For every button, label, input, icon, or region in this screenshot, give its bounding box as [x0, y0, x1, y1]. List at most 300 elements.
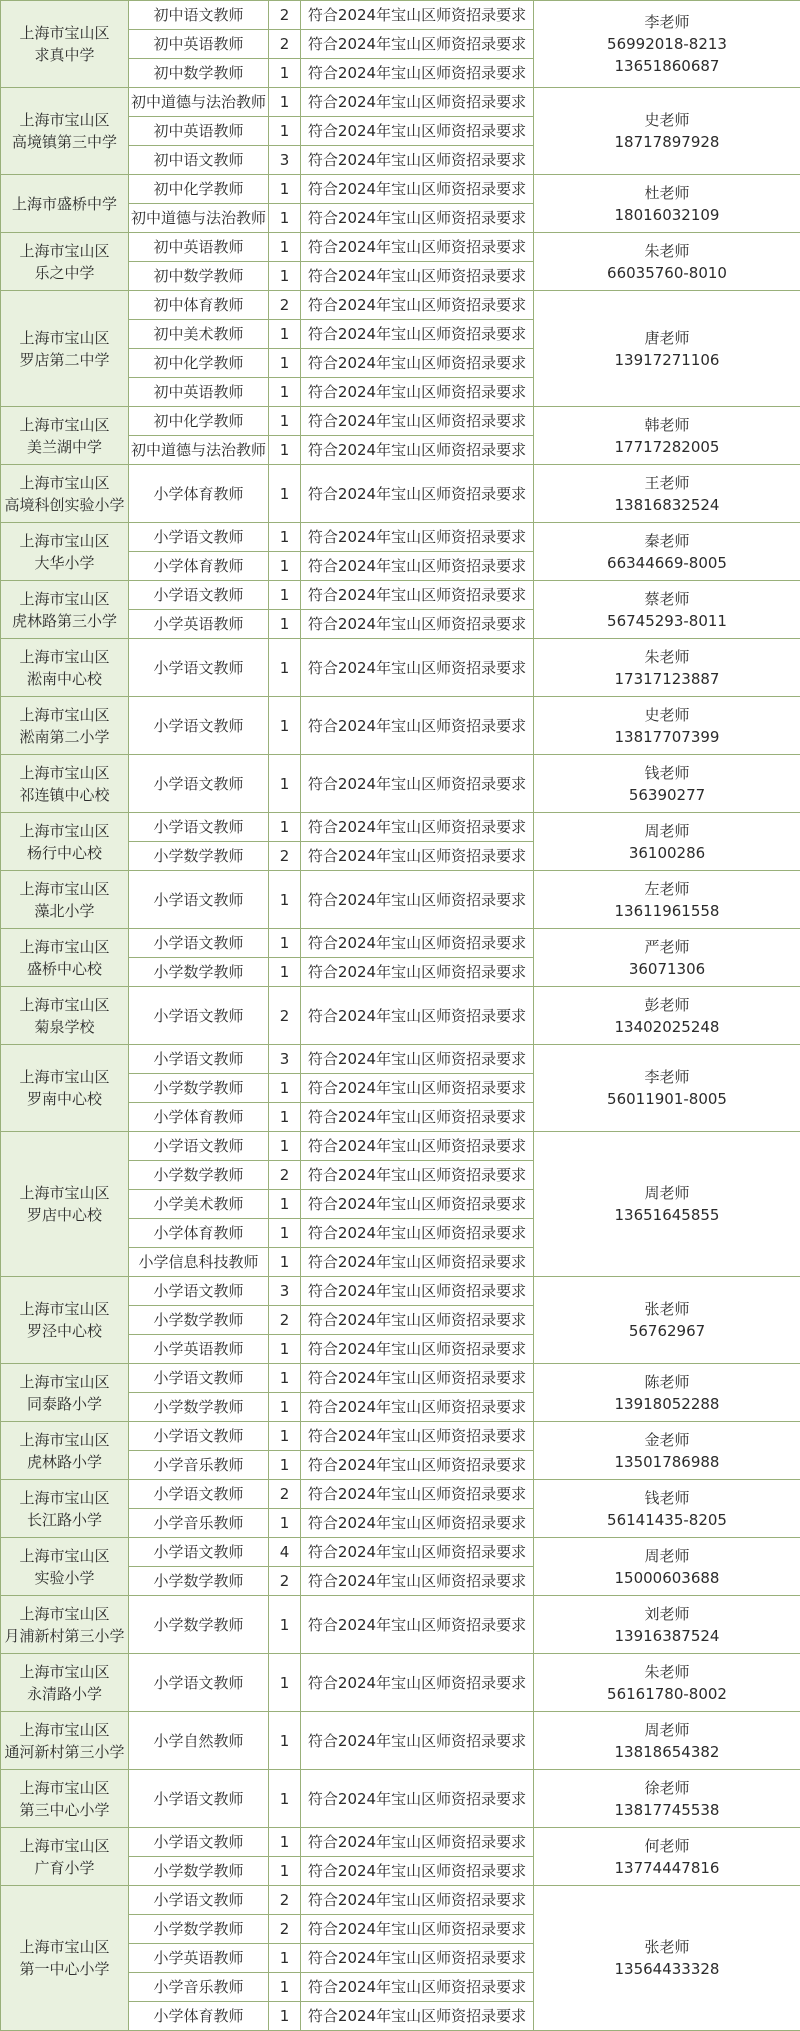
- position-count: 1: [269, 2002, 301, 2031]
- position-requirement: 符合2024年宝山区师资招录要求: [301, 552, 534, 581]
- school-name-line: 第一中心小学: [1, 1958, 128, 1980]
- contact-name: 严老师: [534, 936, 800, 958]
- school-name-line: 月浦新村第三小学: [1, 1625, 128, 1647]
- school-name-line: 上海市宝山区: [1, 327, 128, 349]
- school-name-cell: [1, 697, 129, 755]
- contact-name: 王老师: [534, 472, 800, 494]
- position-requirement: 符合2024年宝山区师资招录要求: [301, 929, 534, 958]
- table-row: [1, 1712, 800, 1770]
- position-subject: 小学语文教师: [129, 697, 269, 755]
- school-name-cell: [1, 755, 129, 813]
- position-subject: 小学体育教师: [129, 552, 269, 581]
- position-count: 1: [269, 117, 301, 146]
- table-row: [1, 1422, 800, 1451]
- school-name-cell: [1, 929, 129, 987]
- school-name-cell: [1, 233, 129, 291]
- table-row: [1, 175, 800, 204]
- school-name-line: 上海市宝山区: [1, 1371, 128, 1393]
- contact-phone: 13564433328: [534, 1958, 800, 1980]
- school-name-line: 虎林路第三小学: [1, 610, 128, 632]
- position-count: 1: [269, 436, 301, 465]
- school-name-line: 上海市宝山区: [1, 1661, 128, 1683]
- position-subject: 小学数学教师: [129, 1306, 269, 1335]
- school-name-cell: [1, 175, 129, 233]
- position-count: 1: [269, 1712, 301, 1770]
- school-name-cell: [1, 407, 129, 465]
- recruitment-table-body: [1, 1, 800, 2031]
- position-requirement: 符合2024年宝山区师资招录要求: [301, 1973, 534, 2002]
- school-name-line: 广育小学: [1, 1857, 128, 1879]
- position-count: 2: [269, 987, 301, 1045]
- contact-cell: [534, 755, 800, 813]
- position-requirement: 符合2024年宝山区师资招录要求: [301, 639, 534, 697]
- position-count: 1: [269, 59, 301, 88]
- contact-name: 蔡老师: [534, 588, 800, 610]
- contact-name: 杜老师: [534, 182, 800, 204]
- contact-phone: 13818654382: [534, 1741, 800, 1763]
- contact-phone: 17717282005: [534, 436, 800, 458]
- school-name-line: 上海市宝山区: [1, 109, 128, 131]
- position-count: 1: [269, 1190, 301, 1219]
- position-count: 2: [269, 1567, 301, 1596]
- contact-name: 左老师: [534, 878, 800, 900]
- position-requirement: 符合2024年宝山区师资招录要求: [301, 1364, 534, 1393]
- school-name-line: 上海市宝山区: [1, 646, 128, 668]
- position-count: 1: [269, 639, 301, 697]
- school-name-cell: [1, 1, 129, 88]
- school-name-line: 杨行中心校: [1, 842, 128, 864]
- position-count: 3: [269, 1277, 301, 1306]
- contact-phone: 13916387524: [534, 1625, 800, 1647]
- contact-name: 李老师: [534, 1066, 800, 1088]
- position-count: 1: [269, 1393, 301, 1422]
- table-row: [1, 1654, 800, 1712]
- position-subject: 小学语文教师: [129, 1886, 269, 1915]
- table-row: [1, 465, 800, 523]
- position-requirement: 符合2024年宝山区师资招录要求: [301, 842, 534, 871]
- position-requirement: 符合2024年宝山区师资招录要求: [301, 88, 534, 117]
- contact-phone: 13402025248: [534, 1016, 800, 1038]
- position-count: 1: [269, 1132, 301, 1161]
- position-count: 1: [269, 552, 301, 581]
- position-subject: 小学语文教师: [129, 1132, 269, 1161]
- contact-phone: 13774447816: [534, 1857, 800, 1879]
- position-requirement: 符合2024年宝山区师资招录要求: [301, 320, 534, 349]
- position-subject: 小学体育教师: [129, 465, 269, 523]
- contact-cell: [534, 1364, 800, 1422]
- position-subject: 小学数学教师: [129, 1567, 269, 1596]
- school-name-line: 上海市宝山区: [1, 1298, 128, 1320]
- contact-name: 彭老师: [534, 994, 800, 1016]
- table-row: [1, 233, 800, 262]
- position-count: 1: [269, 1828, 301, 1857]
- position-subject: 初中美术教师: [129, 320, 269, 349]
- position-subject: 小学语文教师: [129, 929, 269, 958]
- school-name-line: 上海市宝山区: [1, 704, 128, 726]
- contact-name: 秦老师: [534, 530, 800, 552]
- contact-cell: [534, 233, 800, 291]
- position-count: 1: [269, 1422, 301, 1451]
- school-name-cell: [1, 871, 129, 929]
- school-name-line: 上海市宝山区: [1, 878, 128, 900]
- school-name-cell: [1, 1045, 129, 1132]
- school-name-line: 上海市宝山区: [1, 1182, 128, 1204]
- position-count: 2: [269, 1161, 301, 1190]
- table-row: [1, 581, 800, 610]
- position-count: 3: [269, 146, 301, 175]
- contact-cell: [534, 88, 800, 175]
- contact-cell: [534, 1480, 800, 1538]
- contact-name: 朱老师: [534, 1661, 800, 1683]
- position-requirement: 符合2024年宝山区师资招录要求: [301, 1248, 534, 1277]
- position-requirement: 符合2024年宝山区师资招录要求: [301, 697, 534, 755]
- position-count: 1: [269, 581, 301, 610]
- school-name-cell: [1, 88, 129, 175]
- position-subject: 初中英语教师: [129, 30, 269, 59]
- school-name-line: 永清路小学: [1, 1683, 128, 1705]
- position-requirement: 符合2024年宝山区师资招录要求: [301, 1, 534, 30]
- contact-name: 张老师: [534, 1298, 800, 1320]
- table-row: [1, 987, 800, 1045]
- contact-phone: 13918052288: [534, 1393, 800, 1415]
- contact-phone: 56390277: [534, 784, 800, 806]
- school-name-line: 高境镇第三中学: [1, 131, 128, 153]
- school-name-line: 上海市宝山区: [1, 762, 128, 784]
- position-subject: 小学数学教师: [129, 1915, 269, 1944]
- position-subject: 小学体育教师: [129, 1103, 269, 1132]
- position-count: 1: [269, 1973, 301, 2002]
- position-requirement: 符合2024年宝山区师资招录要求: [301, 117, 534, 146]
- contact-name: 周老师: [534, 1182, 800, 1204]
- school-name-line: 上海市宝山区: [1, 1603, 128, 1625]
- position-subject: 小学数学教师: [129, 1074, 269, 1103]
- contact-name: 韩老师: [534, 414, 800, 436]
- position-subject: 小学音乐教师: [129, 1509, 269, 1538]
- position-subject: 小学体育教师: [129, 2002, 269, 2031]
- table-row: [1, 871, 800, 929]
- contact-phone: 56161780-8002: [534, 1683, 800, 1705]
- contact-phone: 36100286: [534, 842, 800, 864]
- position-subject: 初中化学教师: [129, 175, 269, 204]
- contact-name: 钱老师: [534, 762, 800, 784]
- position-count: 1: [269, 465, 301, 523]
- position-count: 1: [269, 1654, 301, 1712]
- position-count: 1: [269, 233, 301, 262]
- school-name-line: 上海市宝山区: [1, 1487, 128, 1509]
- contact-name: 周老师: [534, 1719, 800, 1741]
- school-name-line: 祁连镇中心校: [1, 784, 128, 806]
- position-requirement: 符合2024年宝山区师资招录要求: [301, 871, 534, 929]
- contact-name: 周老师: [534, 820, 800, 842]
- table-row: [1, 1770, 800, 1828]
- position-requirement: 符合2024年宝山区师资招录要求: [301, 146, 534, 175]
- position-requirement: 符合2024年宝山区师资招录要求: [301, 1944, 534, 1973]
- school-name-cell: [1, 1828, 129, 1886]
- position-count: 1: [269, 1219, 301, 1248]
- position-requirement: 符合2024年宝山区师资招录要求: [301, 465, 534, 523]
- table-row: [1, 1596, 800, 1654]
- position-requirement: 符合2024年宝山区师资招录要求: [301, 958, 534, 987]
- position-subject: 小学体育教师: [129, 1219, 269, 1248]
- contact-cell: [534, 1828, 800, 1886]
- school-name-cell: [1, 523, 129, 581]
- school-name-cell: [1, 1712, 129, 1770]
- school-name-line: 通河新村第三小学: [1, 1741, 128, 1763]
- school-name-line: 上海市宝山区: [1, 1066, 128, 1088]
- position-count: 1: [269, 1770, 301, 1828]
- position-count: 1: [269, 610, 301, 639]
- table-row: [1, 88, 800, 117]
- position-count: 1: [269, 88, 301, 117]
- contact-cell: [534, 871, 800, 929]
- position-subject: 小学语文教师: [129, 1538, 269, 1567]
- contact-name: 金老师: [534, 1429, 800, 1451]
- position-requirement: 符合2024年宝山区师资招录要求: [301, 378, 534, 407]
- position-count: 1: [269, 929, 301, 958]
- school-name-line: 上海市宝山区: [1, 936, 128, 958]
- contact-cell: [534, 523, 800, 581]
- table-row: [1, 697, 800, 755]
- position-subject: 初中数学教师: [129, 262, 269, 291]
- contact-cell: [534, 581, 800, 639]
- position-requirement: 符合2024年宝山区师资招录要求: [301, 1306, 534, 1335]
- school-name-line: 上海市宝山区: [1, 1719, 128, 1741]
- contact-name: 唐老师: [534, 327, 800, 349]
- contact-name: 史老师: [534, 109, 800, 131]
- school-name-line: 上海市宝山区: [1, 1835, 128, 1857]
- position-subject: 小学数学教师: [129, 958, 269, 987]
- school-name-cell: [1, 465, 129, 523]
- position-requirement: 符合2024年宝山区师资招录要求: [301, 175, 534, 204]
- school-name-line: 美兰湖中学: [1, 436, 128, 458]
- contact-phone: 56141435-8205: [534, 1509, 800, 1531]
- position-requirement: 符合2024年宝山区师资招录要求: [301, 1828, 534, 1857]
- school-name-cell: [1, 1538, 129, 1596]
- position-subject: 小学自然教师: [129, 1712, 269, 1770]
- contact-phone: 13651645855: [534, 1204, 800, 1226]
- table-row: [1, 639, 800, 697]
- contact-cell: [534, 407, 800, 465]
- position-count: 1: [269, 1596, 301, 1654]
- position-count: 1: [269, 871, 301, 929]
- position-subject: 小学数学教师: [129, 1393, 269, 1422]
- position-subject: 初中道德与法治教师: [129, 436, 269, 465]
- contact-cell: [534, 465, 800, 523]
- school-name-line: 菊泉学校: [1, 1016, 128, 1038]
- contact-cell: [534, 697, 800, 755]
- position-subject: 小学语文教师: [129, 581, 269, 610]
- position-requirement: 符合2024年宝山区师资招录要求: [301, 1103, 534, 1132]
- school-name-line: 上海市宝山区: [1, 1936, 128, 1958]
- school-name-line: 上海市宝山区: [1, 588, 128, 610]
- school-name-line: 实验小学: [1, 1567, 128, 1589]
- contact-cell: [534, 1596, 800, 1654]
- position-requirement: 符合2024年宝山区师资招录要求: [301, 1335, 534, 1364]
- position-count: 1: [269, 1944, 301, 1973]
- position-count: 1: [269, 755, 301, 813]
- contact-cell: [534, 1654, 800, 1712]
- table-row: [1, 1886, 800, 1915]
- contact-phone: 17317123887: [534, 668, 800, 690]
- position-requirement: 符合2024年宝山区师资招录要求: [301, 1538, 534, 1567]
- contact-phone: 56011901-8005: [534, 1088, 800, 1110]
- position-subject: 小学语文教师: [129, 1045, 269, 1074]
- contact-name: 徐老师: [534, 1777, 800, 1799]
- school-name-line: 罗店中心校: [1, 1204, 128, 1226]
- contact-name: 周老师: [534, 1545, 800, 1567]
- position-requirement: 符合2024年宝山区师资招录要求: [301, 407, 534, 436]
- contact-phone: 18016032109: [534, 204, 800, 226]
- contact-cell: [534, 639, 800, 697]
- position-requirement: 符合2024年宝山区师资招录要求: [301, 1509, 534, 1538]
- position-requirement: 符合2024年宝山区师资招录要求: [301, 1161, 534, 1190]
- position-subject: 小学英语教师: [129, 1335, 269, 1364]
- position-requirement: 符合2024年宝山区师资招录要求: [301, 1074, 534, 1103]
- position-subject: 小学数学教师: [129, 1857, 269, 1886]
- position-subject: 小学语文教师: [129, 1480, 269, 1509]
- contact-cell: [534, 1, 800, 88]
- position-requirement: 符合2024年宝山区师资招录要求: [301, 813, 534, 842]
- position-requirement: 符合2024年宝山区师资招录要求: [301, 30, 534, 59]
- position-subject: 初中英语教师: [129, 117, 269, 146]
- table-row: [1, 523, 800, 552]
- position-count: 1: [269, 262, 301, 291]
- contact-name: 何老师: [534, 1835, 800, 1857]
- position-requirement: 符合2024年宝山区师资招录要求: [301, 1886, 534, 1915]
- school-name-cell: [1, 1277, 129, 1364]
- table-row: [1, 1277, 800, 1306]
- position-requirement: 符合2024年宝山区师资招录要求: [301, 581, 534, 610]
- position-subject: 小学语文教师: [129, 1828, 269, 1857]
- contact-name: 钱老师: [534, 1487, 800, 1509]
- school-name-line: 上海市宝山区: [1, 472, 128, 494]
- position-count: 1: [269, 1451, 301, 1480]
- position-count: 1: [269, 1103, 301, 1132]
- table-row: [1, 929, 800, 958]
- position-subject: 初中化学教师: [129, 349, 269, 378]
- position-subject: 小学语文教师: [129, 1654, 269, 1712]
- position-requirement: 符合2024年宝山区师资招录要求: [301, 1857, 534, 1886]
- position-subject: 小学语文教师: [129, 1770, 269, 1828]
- position-subject: 初中数学教师: [129, 59, 269, 88]
- contact-cell: [534, 813, 800, 871]
- position-count: 2: [269, 842, 301, 871]
- school-name-cell: [1, 1654, 129, 1712]
- school-name-line: 淞南第二小学: [1, 726, 128, 748]
- position-count: 1: [269, 175, 301, 204]
- contact-cell: [534, 1422, 800, 1480]
- contact-phone: 13917271106: [534, 349, 800, 371]
- contact-phone: 13816832524: [534, 494, 800, 516]
- school-name-line: 上海市宝山区: [1, 820, 128, 842]
- position-requirement: 符合2024年宝山区师资招录要求: [301, 987, 534, 1045]
- contact-phone: 15000603688: [534, 1567, 800, 1589]
- school-name-line: 上海市宝山区: [1, 530, 128, 552]
- position-subject: 小学英语教师: [129, 610, 269, 639]
- position-subject: 初中英语教师: [129, 378, 269, 407]
- position-subject: 小学语文教师: [129, 987, 269, 1045]
- school-name-cell: [1, 1422, 129, 1480]
- position-count: 1: [269, 1335, 301, 1364]
- position-requirement: 符合2024年宝山区师资招录要求: [301, 1596, 534, 1654]
- position-subject: 初中体育教师: [129, 291, 269, 320]
- position-subject: 初中化学教师: [129, 407, 269, 436]
- school-name-cell: [1, 1364, 129, 1422]
- position-subject: 小学美术教师: [129, 1190, 269, 1219]
- contact-cell: [534, 1712, 800, 1770]
- school-name-line: 上海市宝山区: [1, 1545, 128, 1567]
- contact-phone: 13611961558: [534, 900, 800, 922]
- position-count: 2: [269, 1886, 301, 1915]
- position-count: 2: [269, 1306, 301, 1335]
- position-count: 3: [269, 1045, 301, 1074]
- contact-name: 李老师: [534, 11, 800, 33]
- contact-cell: [534, 1277, 800, 1364]
- contact-phone: 13817707399: [534, 726, 800, 748]
- school-name-cell: [1, 1596, 129, 1654]
- position-subject: 小学音乐教师: [129, 1973, 269, 2002]
- position-subject: 小学数学教师: [129, 1596, 269, 1654]
- school-name-cell: [1, 1886, 129, 2031]
- position-requirement: 符合2024年宝山区师资招录要求: [301, 262, 534, 291]
- school-name-cell: [1, 813, 129, 871]
- position-count: 1: [269, 958, 301, 987]
- school-name-line: 上海市宝山区: [1, 414, 128, 436]
- position-requirement: 符合2024年宝山区师资招录要求: [301, 1712, 534, 1770]
- school-name-line: 同泰路小学: [1, 1393, 128, 1415]
- position-requirement: 符合2024年宝山区师资招录要求: [301, 1422, 534, 1451]
- contact-phone: 66035760-8010: [534, 262, 800, 284]
- position-count: 1: [269, 320, 301, 349]
- position-count: 1: [269, 523, 301, 552]
- position-subject: 初中道德与法治教师: [129, 88, 269, 117]
- school-name-line: 上海市宝山区: [1, 1429, 128, 1451]
- contact-cell: [534, 1886, 800, 2031]
- position-count: 1: [269, 1509, 301, 1538]
- school-name-line: 第三中心小学: [1, 1799, 128, 1821]
- position-count: 1: [269, 204, 301, 233]
- table-row: [1, 1045, 800, 1074]
- table-row: [1, 1, 800, 30]
- table-row: [1, 1828, 800, 1857]
- position-requirement: 符合2024年宝山区师资招录要求: [301, 349, 534, 378]
- position-count: 2: [269, 1915, 301, 1944]
- school-name-line: 上海市宝山区: [1, 240, 128, 262]
- school-name-line: 淞南中心校: [1, 668, 128, 690]
- school-name-line: 上海市宝山区: [1, 22, 128, 44]
- contact-name: 刘老师: [534, 1603, 800, 1625]
- school-name-line: 罗泾中心校: [1, 1320, 128, 1342]
- position-subject: 初中语文教师: [129, 1, 269, 30]
- position-requirement: 符合2024年宝山区师资招录要求: [301, 1915, 534, 1944]
- table-row: [1, 1132, 800, 1161]
- school-name-line: 罗店第二中学: [1, 349, 128, 371]
- contact-cell: [534, 291, 800, 407]
- contact-phone: 13651860687: [534, 55, 800, 77]
- school-name-line: 大华小学: [1, 552, 128, 574]
- contact-cell: [534, 1045, 800, 1132]
- school-name-cell: [1, 1770, 129, 1828]
- position-subject: 初中语文教师: [129, 146, 269, 175]
- table-row: [1, 1480, 800, 1509]
- position-subject: 小学数学教师: [129, 842, 269, 871]
- school-name-line: 求真中学: [1, 44, 128, 66]
- contact-phone: 36071306: [534, 958, 800, 980]
- table-row: [1, 813, 800, 842]
- school-name-line: 上海市盛桥中学: [1, 193, 128, 215]
- school-name-line: 盛桥中心校: [1, 958, 128, 980]
- position-subject: 初中道德与法治教师: [129, 204, 269, 233]
